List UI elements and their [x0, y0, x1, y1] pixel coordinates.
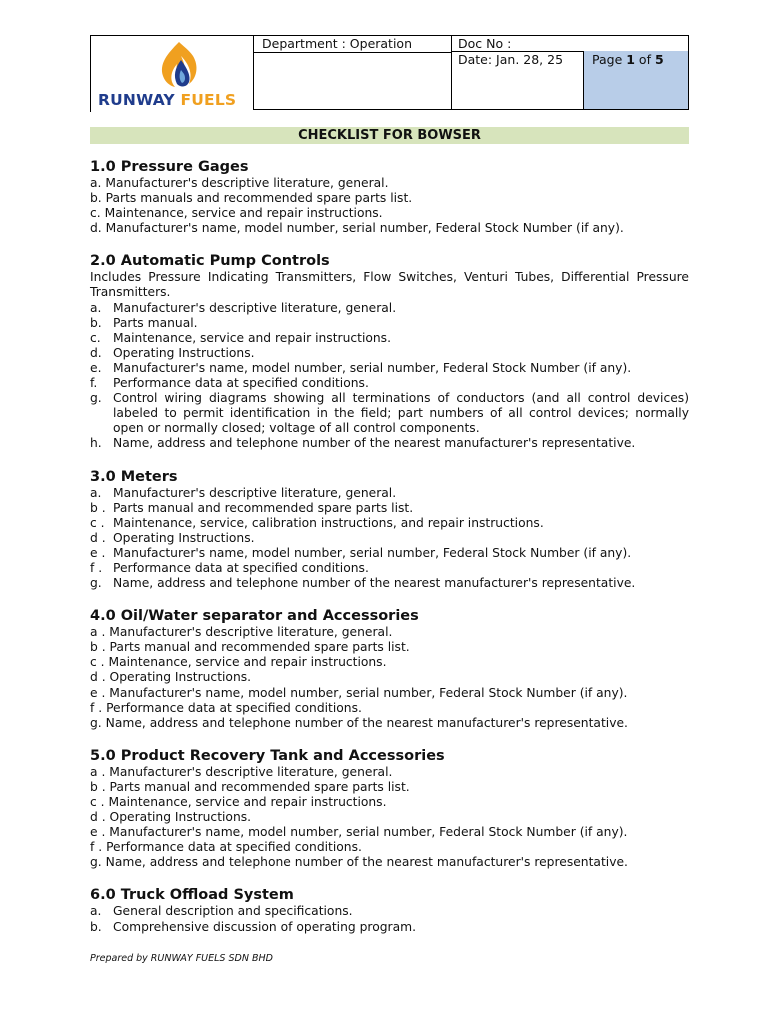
- item-text: Parts manual and recommended spare parts list.: [109, 640, 410, 655]
- checklist-item: [90, 516, 689, 531]
- checklist-section: [90, 886, 689, 934]
- item-label: b.: [90, 315, 102, 330]
- item-text: Maintenance, service and repair instructions.: [113, 330, 392, 345]
- item-text: Manufacturer's descriptive literature, general.: [113, 485, 397, 500]
- department-cell: [253, 35, 452, 110]
- item-text: Manufacturer's descriptive literature, general.: [105, 176, 389, 190]
- item-text: Manufacturer's name, model number, serial number, Federal Stock Number (if any).: [113, 545, 632, 560]
- doc-no-cell: Doc No :: [452, 35, 689, 52]
- checklist-section: [90, 468, 689, 592]
- item-label: d .: [90, 530, 106, 545]
- item-label: e .: [90, 545, 106, 560]
- checklist-item: [90, 795, 689, 810]
- section-title: 3.0 Meters: [90, 468, 178, 485]
- item-label: e .: [90, 825, 110, 840]
- item-label: a.: [90, 176, 106, 190]
- item-label: b.: [90, 191, 106, 206]
- checklist-item: [90, 546, 689, 561]
- checklist-item: [90, 640, 689, 655]
- item-text: Manufacturer's name, model number, serial number, Federal Stock Number (if any).: [105, 221, 624, 236]
- checklist-body: [90, 158, 689, 951]
- checklist-item: [90, 904, 689, 919]
- checklist-item: [90, 576, 689, 591]
- item-label: d.: [90, 345, 102, 360]
- section-intro: Includes Pressure Indicating Transmitters, Flow Switches, Venturi Tubes, Differential Pressure Transmitters.: [90, 270, 689, 300]
- item-text: Performance data at specified conditions.: [113, 376, 369, 391]
- checklist-item: [90, 316, 689, 331]
- checklist-title: CHECKLIST FOR BOWSER: [90, 127, 689, 144]
- item-text: Operating Instructions.: [109, 670, 252, 685]
- checklist-item: [90, 701, 689, 716]
- item-text: Manufacturer's name, model number, serial number, Federal Stock Number (if any).: [109, 825, 628, 840]
- checklist-item: [90, 780, 689, 795]
- item-text: Operating Instructions.: [113, 345, 255, 360]
- checklist-item: [90, 625, 689, 640]
- item-label: c .: [90, 655, 109, 670]
- checklist-section: [90, 747, 689, 871]
- item-label: c .: [90, 795, 109, 809]
- checklist-item: [90, 346, 689, 361]
- item-label: g.: [90, 391, 102, 406]
- item-text: Performance data at specified conditions.: [106, 700, 362, 715]
- item-label: b .: [90, 779, 110, 794]
- footer-prepared-by: Prepared by RUNWAY FUELS SDN BHD: [90, 953, 273, 964]
- item-label: d .: [90, 810, 110, 825]
- item-text: Parts manual.: [113, 315, 198, 330]
- checklist-item: [90, 825, 689, 840]
- item-text: Name, address and telephone number of the nearest manufacturer's representative.: [105, 855, 628, 870]
- item-text: Manufacturer's descriptive literature, general.: [109, 625, 393, 640]
- item-label: b .: [90, 500, 106, 515]
- item-text: Parts manual and recommended spare parts list.: [113, 500, 414, 515]
- checklist-item: [90, 436, 689, 451]
- item-label: a .: [90, 764, 110, 779]
- item-label: b.: [90, 919, 102, 934]
- item-text: Manufacturer's name, model number, serial number, Federal Stock Number (if any).: [109, 685, 628, 700]
- checklist-item: [90, 191, 689, 206]
- item-label: d .: [90, 670, 110, 685]
- current-page: 1: [626, 52, 635, 67]
- item-text: Manufacturer's descriptive literature, general.: [113, 300, 397, 315]
- item-label: e.: [90, 360, 102, 375]
- item-label: f .: [90, 840, 107, 855]
- item-label: a.: [90, 904, 102, 919]
- item-text: Performance data at specified conditions.: [106, 840, 362, 855]
- checklist-item: [90, 206, 689, 221]
- item-text: Parts manuals and recommended spare parts list.: [105, 191, 413, 206]
- item-text: Parts manual and recommended spare parts list.: [109, 779, 410, 794]
- item-text: Operating Instructions.: [109, 810, 252, 825]
- checklist-item: [90, 221, 689, 236]
- checklist-item: [90, 391, 689, 436]
- flame-logo-icon: [97, 40, 247, 90]
- department-label: Department : Operation: [254, 36, 451, 53]
- item-text: Maintenance, service and repair instructions.: [108, 655, 387, 670]
- item-label: c.: [90, 330, 101, 345]
- checklist-item: [90, 361, 689, 376]
- item-label: f .: [90, 560, 103, 575]
- item-label: g.: [90, 715, 106, 730]
- item-text: Manufacturer's descriptive literature, general.: [109, 764, 393, 779]
- item-text: Maintenance, service and repair instructions.: [108, 795, 387, 809]
- item-label: f .: [90, 700, 107, 715]
- item-label: a.: [90, 485, 102, 500]
- checklist-section: [90, 252, 689, 451]
- checklist-section: [90, 158, 689, 236]
- item-label: g.: [90, 855, 106, 870]
- item-text: Control wiring diagrams showing all terminations of conductors (and all control devices) labeled to permit identification in the field; part numbers of all control devices; normally open or normally closed; voltage of all control components.: [113, 391, 689, 436]
- section-title: 2.0 Automatic Pump Controls: [90, 253, 330, 270]
- checklist-item: [90, 765, 689, 780]
- section-title: 6.0 Truck Offload System: [90, 887, 294, 904]
- item-label: e .: [90, 685, 110, 700]
- item-text: Manufacturer's name, model number, serial number, Federal Stock Number (if any).: [113, 360, 632, 375]
- checklist-item: [90, 686, 689, 701]
- checklist-item: [90, 561, 689, 576]
- item-text: Maintenance, service, calibration instructions, and repair instructions.: [113, 515, 544, 530]
- checklist-section: [90, 607, 689, 731]
- item-label: f.: [90, 376, 98, 391]
- item-label: a .: [90, 625, 110, 640]
- item-label: c.: [90, 206, 105, 221]
- checklist-item: [90, 531, 689, 546]
- checklist-item: [90, 301, 689, 316]
- item-label: a.: [90, 300, 102, 315]
- checklist-item: [90, 810, 689, 825]
- item-label: b .: [90, 640, 110, 655]
- item-text: General description and specifications.: [113, 904, 353, 919]
- item-label: c .: [90, 515, 105, 530]
- page-number-cell: Page 1 of 5: [584, 51, 689, 110]
- item-label: d.: [90, 221, 106, 236]
- checklist-item: [90, 376, 689, 391]
- item-text: Name, address and telephone number of the nearest manufacturer's representative.: [113, 576, 636, 591]
- section-title: 4.0 Oil/Water separator and Accessories: [90, 608, 419, 625]
- checklist-item: [90, 655, 689, 670]
- checklist-item: [90, 176, 689, 191]
- section-title: 1.0 Pressure Gages: [90, 159, 249, 175]
- date-cell: Date: Jan. 28, 25: [452, 51, 584, 110]
- checklist-item: [90, 331, 689, 346]
- item-text: Maintenance, service and repair instructions.: [104, 206, 383, 221]
- item-text: Name, address and telephone number of the nearest manufacturer's representative.: [113, 436, 636, 451]
- checklist-item: [90, 501, 689, 516]
- checklist-item: [90, 716, 689, 731]
- item-text: Name, address and telephone number of the nearest manufacturer's representative.: [105, 715, 628, 730]
- logo-cell: [90, 35, 254, 112]
- checklist-item: [90, 920, 689, 935]
- item-text: Performance data at specified conditions.: [113, 560, 369, 575]
- checklist-item: [90, 670, 689, 685]
- company-logo-text: RUNWAY FUELS: [98, 91, 237, 109]
- item-text: Operating Instructions.: [113, 530, 255, 545]
- item-label: h.: [90, 436, 102, 451]
- checklist-item: [90, 855, 689, 870]
- item-label: g.: [90, 576, 102, 591]
- total-pages: 5: [654, 52, 664, 67]
- document-header: [90, 35, 689, 111]
- checklist-item: [90, 840, 689, 855]
- item-text: Comprehensive discussion of operating program.: [113, 919, 417, 934]
- checklist-item: [90, 486, 689, 501]
- section-title: 5.0 Product Recovery Tank and Accessories: [90, 747, 445, 764]
